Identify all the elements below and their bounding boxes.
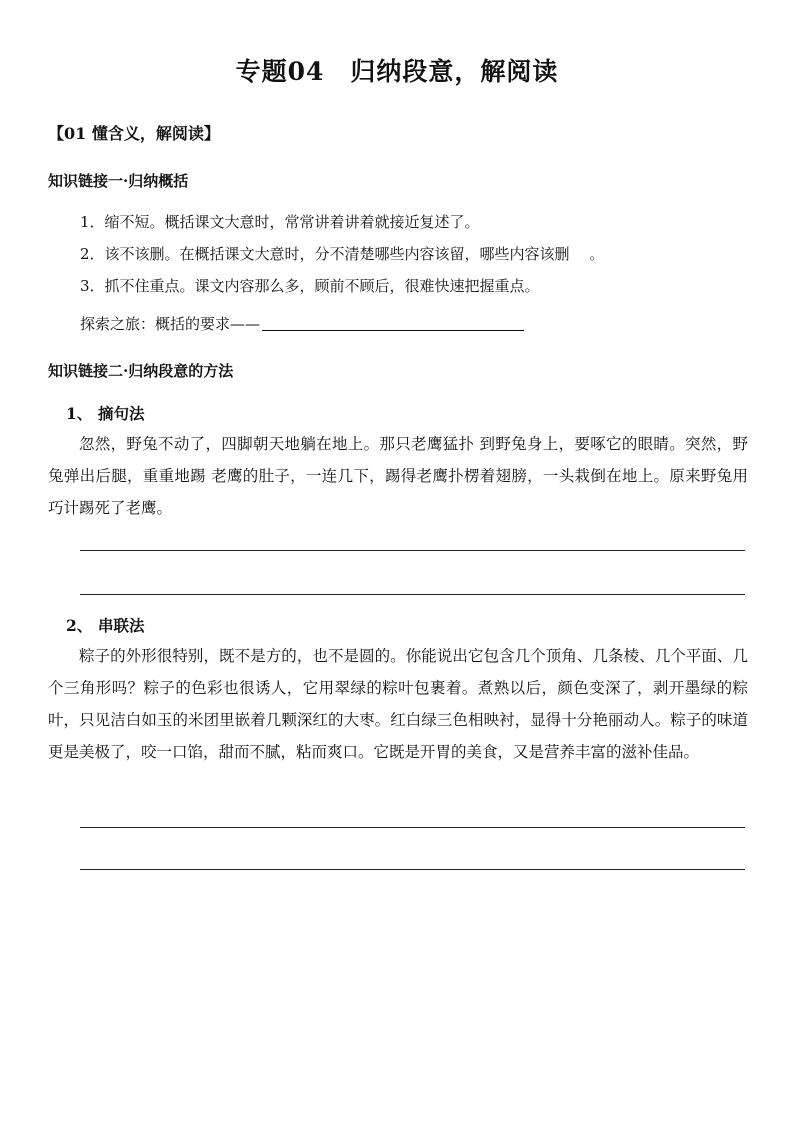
page-title: 专题04 归纳段意，解阅读 [235, 57, 559, 86]
method-1-heading [66, 402, 145, 424]
method-1-answer-line-2[interactable] [80, 594, 745, 595]
method-1-number: 1、 [66, 404, 93, 423]
method-2-answer-line-2[interactable] [80, 869, 745, 870]
method-2-name: 串联法 [98, 616, 145, 635]
method-2-passage: 粽子的外形很特别，既不是方的，也不是圆的。你能说出它包含几个顶角、几条棱、几个平面、几个三角形吗？粽子的色彩也很诱人，它用翠绿的粽叶包裹着。煮熟以后，颜色变深了，剥开墨绿的粽叶，只见洁白如玉的米团里嵌着几颗深红的大枣。红白绿三色相映衬，显得十分艳丽动人。粽子的味道更是美极了，咬一口馅，甜而不腻，粘而爽口。它既是开胃的美食，又是营养丰富的滋补佳品。 [48, 647, 748, 761]
knowledge-link-2-heading: 知识链接二·归纳段意的方法 [48, 362, 234, 380]
summary-problem-3: 3．抓不住重点。课文内容那么多，顾前不顾后，很难快速把握重点。 [80, 277, 540, 295]
summary-problem-2: 2．该不该删。在概括课文大意时，分不清楚哪些内容该留，哪些内容该删 。 [80, 245, 605, 263]
method-2-heading [66, 614, 145, 636]
method-2-number: 2、 [66, 616, 93, 635]
method-1-name: 摘句法 [98, 404, 145, 423]
method-1-answer-line-1[interactable] [80, 550, 745, 551]
method-1-passage: 忽然，野兔不动了，四脚朝天地躺在地上。那只老鹰猛扑 到野兔身上，要啄它的眼睛。突然，野兔弹出后腿，重重地踢 老鹰的肚子，一连几下，踢得老鹰扑楞着翅膀，一头栽倒在地上。原来野兔用巧计踢死了老鹰。 [48, 435, 748, 517]
knowledge-link-1-heading: 知识链接一·归纳概括 [48, 172, 189, 190]
explore-label: 探索之旅：概括的要求—— [80, 315, 261, 333]
explore-answer-blank[interactable] [262, 316, 524, 331]
method-2-answer-line-1[interactable] [80, 827, 745, 828]
explore-prompt [80, 313, 524, 334]
section-heading: 【01 懂含义，解阅读】 [48, 124, 220, 143]
summary-problem-1: 1．缩不短。概括课文大意时，常常讲着讲着就接近复述了。 [80, 213, 480, 231]
